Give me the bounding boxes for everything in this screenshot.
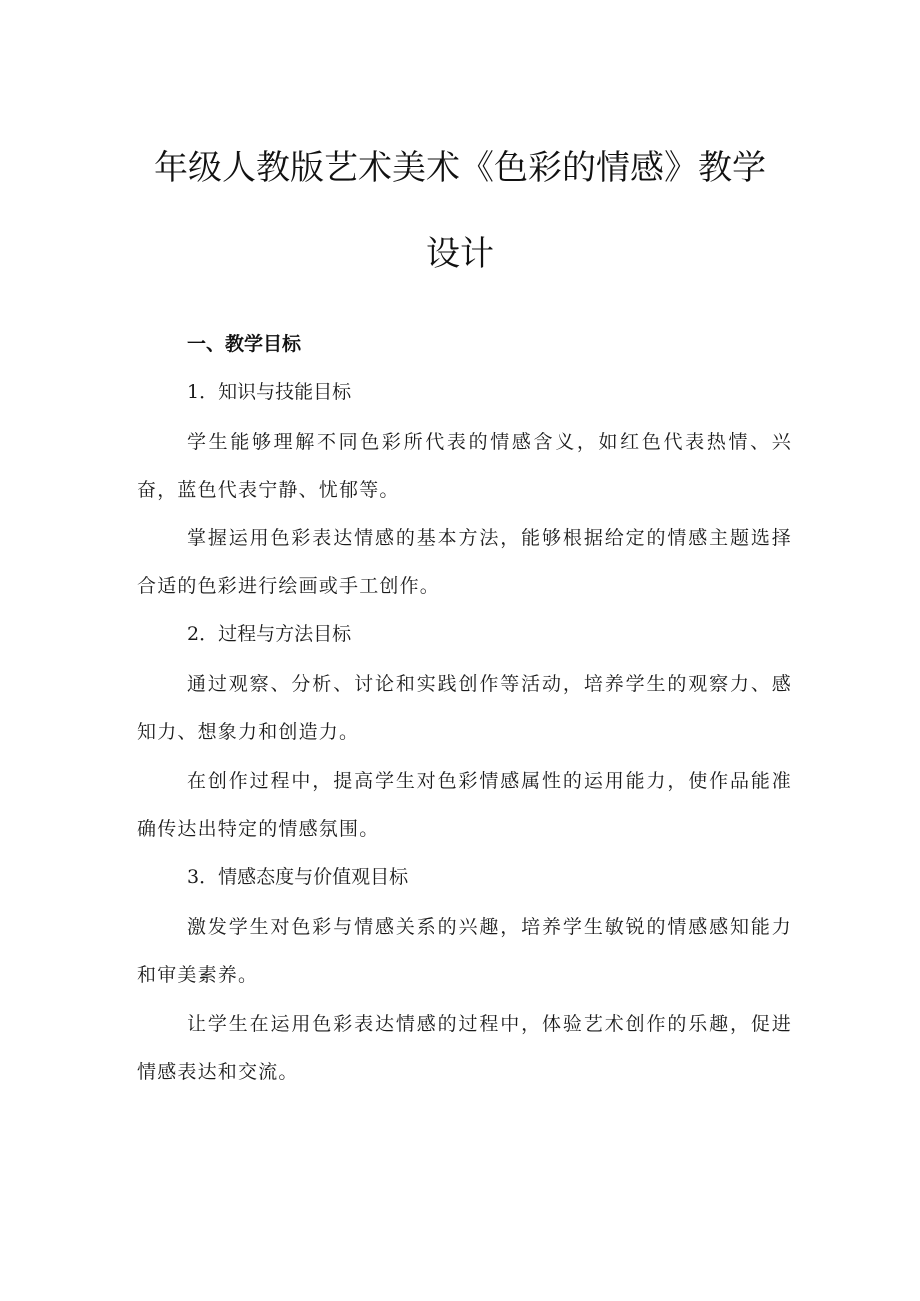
paragraph-knowledge-2: 掌握运用色彩表达情感的基本方法，能够根据给定的情感主题选择合适的色彩进行绘画或手工创作。 <box>137 527 792 597</box>
document-title-line-2: 设计 <box>426 234 494 274</box>
paragraph-process-1: 通过观察、分析、讨论和实践创作等活动，培养学生的观察力、感知力、想象力和创造力。 <box>137 673 792 743</box>
section-heading-teaching-goals: 一、教学目标 <box>187 333 302 355</box>
paragraph-emotion-2: 让学生在运用色彩表达情感的过程中，体验艺术创作的乐趣，促进情感表达和交流。 <box>137 1013 792 1083</box>
paragraph-process-2: 在创作过程中，提高学生对色彩情感属性的运用能力，使作品能准确传达出特定的情感氛围。 <box>137 770 792 840</box>
subsection-heading-emotion-values: 3．情感态度与价值观目标 <box>187 866 409 888</box>
paragraph-emotion-1: 激发学生对色彩与情感关系的兴趣，培养学生敏锐的情感感知能力和审美素养。 <box>137 916 792 986</box>
paragraph-knowledge-1: 学生能够理解不同色彩所代表的情感含义，如红色代表热情、兴奋，蓝色代表宁静、忧郁等。 <box>137 431 792 501</box>
document-title-line-1: 年级人教版艺术美术《色彩的情感》教学 <box>154 148 766 188</box>
subsection-heading-knowledge-skills: 1．知识与技能目标 <box>187 381 352 403</box>
subsection-heading-process-method: 2．过程与方法目标 <box>187 623 352 645</box>
